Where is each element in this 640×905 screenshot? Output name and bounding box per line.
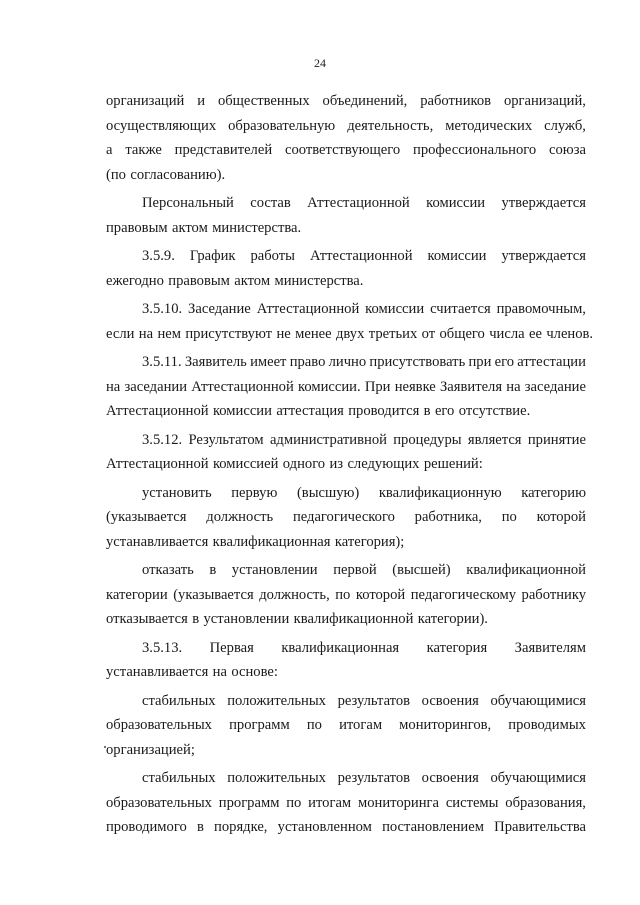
- word: первой: [333, 562, 377, 578]
- text-line: [106, 713, 586, 738]
- word: итогам: [339, 717, 383, 733]
- word: при: [468, 354, 492, 370]
- word: от: [421, 325, 436, 342]
- text-line: [106, 791, 586, 816]
- text-line: [106, 350, 586, 375]
- word: на: [506, 378, 521, 395]
- word: При: [364, 378, 391, 395]
- word: установить: [142, 484, 212, 501]
- word: менее: [295, 325, 332, 342]
- word: Заявитель: [184, 354, 247, 370]
- word: основе:: [231, 664, 278, 680]
- word: по: [286, 794, 302, 811]
- word: которой: [355, 586, 406, 603]
- word: педагогического: [292, 509, 395, 525]
- word: административной: [269, 431, 387, 448]
- word: освоения: [421, 692, 479, 709]
- word: заседание: [524, 378, 586, 395]
- word: работника,: [414, 509, 482, 525]
- word: установлении: [231, 562, 318, 578]
- word: первую: [231, 484, 278, 501]
- word: проводимых: [508, 717, 586, 733]
- word: актом: [234, 272, 271, 289]
- word: работников: [420, 93, 492, 109]
- word: аттестации: [517, 354, 586, 370]
- paragraph: [106, 689, 586, 763]
- word: программ: [229, 717, 290, 733]
- word: квалификационной: [466, 562, 586, 578]
- word: организацией;: [106, 741, 195, 758]
- word: категорию: [521, 484, 586, 501]
- word: нем: [157, 325, 181, 342]
- text-line: [106, 530, 586, 555]
- word: должность: [206, 509, 274, 525]
- page-number: 24: [314, 56, 326, 70]
- word: проводится: [348, 403, 420, 419]
- word: отказать: [142, 562, 194, 578]
- word: педагогическому: [410, 586, 516, 603]
- text-line: [106, 505, 586, 530]
- text-line: [106, 269, 586, 294]
- word: решений:: [423, 456, 483, 472]
- word: Аттестационной: [307, 195, 410, 211]
- word: на: [106, 378, 121, 395]
- text-line: [106, 583, 586, 608]
- word: стабильных: [142, 770, 216, 786]
- word: квалификационная: [281, 639, 400, 656]
- word: министерства.: [212, 219, 302, 236]
- word: присутствуют: [185, 325, 273, 342]
- word: заседании: [124, 378, 188, 395]
- word: состав: [250, 195, 291, 211]
- word: одного: [282, 456, 326, 472]
- word: (по: [106, 166, 126, 183]
- word: Первая: [209, 639, 254, 656]
- text-line: [106, 322, 594, 347]
- text-line: [106, 558, 586, 583]
- word: процедуры: [393, 431, 462, 448]
- word: представителей: [174, 142, 273, 158]
- word: Аттестационной: [256, 301, 360, 317]
- word: профессионального: [413, 142, 537, 158]
- word: образовательных: [106, 794, 212, 811]
- word: Результатом: [188, 431, 264, 448]
- word: итогам: [308, 794, 352, 811]
- word: должность,: [259, 586, 330, 603]
- word: членов.: [546, 325, 594, 342]
- word: третьих: [368, 325, 418, 342]
- text-line: [106, 399, 586, 424]
- text-line: [106, 689, 586, 714]
- word: График: [189, 248, 236, 264]
- paragraph: [106, 766, 586, 840]
- paragraph: [106, 191, 586, 240]
- word: образовательных: [106, 717, 212, 733]
- text-line: [106, 660, 586, 685]
- document-body: [106, 89, 594, 840]
- word: положительных: [227, 770, 326, 786]
- text-line: [106, 636, 586, 661]
- word: мониторингов,: [399, 717, 492, 733]
- word: и: [197, 93, 206, 109]
- text-line: [106, 815, 586, 840]
- word: Персональный: [142, 195, 234, 211]
- word: (указывается: [173, 586, 254, 603]
- word: работнику: [521, 586, 586, 603]
- text-line: [106, 428, 586, 453]
- word: ежегодно: [106, 272, 164, 289]
- word: неявке: [394, 378, 436, 395]
- word: 3.5.10.: [142, 301, 183, 317]
- word: также: [125, 142, 162, 158]
- word: методических: [445, 117, 533, 134]
- word: категория: [426, 639, 488, 656]
- word: устанавливается: [106, 664, 209, 680]
- word: установлении: [203, 611, 290, 627]
- word: комиссии: [427, 248, 487, 264]
- word: служб,: [544, 117, 586, 134]
- word: Заявителя: [440, 378, 503, 395]
- word: аттестация: [276, 403, 344, 419]
- word: на: [212, 664, 227, 680]
- paragraph: [106, 558, 586, 632]
- word: комиссии: [426, 195, 486, 211]
- word: ее: [528, 325, 542, 342]
- word: Аттестационной: [191, 378, 294, 395]
- word: присутствовать: [369, 354, 466, 370]
- word: в: [192, 611, 200, 627]
- paragraph: [106, 481, 586, 555]
- word: 3.5.12.: [142, 431, 183, 448]
- word: правомочным,: [496, 301, 586, 317]
- word: осуществляющих: [106, 117, 217, 134]
- word: общего: [439, 325, 485, 342]
- word: правовым: [106, 219, 168, 236]
- word: деятельность,: [347, 117, 434, 134]
- word: а: [106, 142, 113, 158]
- word: комиссии: [212, 403, 272, 419]
- word: правовым: [168, 272, 230, 289]
- text-line: [106, 138, 586, 163]
- word: (высшую): [296, 484, 360, 501]
- word: актом: [171, 219, 208, 236]
- word: утверждается: [501, 248, 586, 264]
- word: не: [276, 325, 291, 342]
- text-line: [106, 607, 586, 632]
- paragraph: [106, 350, 586, 424]
- word: проводимого: [106, 819, 187, 835]
- word: мониторинга: [357, 794, 439, 811]
- word: Заявителям: [514, 639, 586, 656]
- word: категории: [106, 586, 168, 603]
- word: Правительства: [494, 819, 586, 835]
- word: в: [423, 403, 431, 419]
- text-line: [106, 452, 586, 477]
- word: организаций,: [503, 93, 586, 109]
- word: результатов: [337, 770, 411, 786]
- word: стабильных: [142, 692, 216, 709]
- word: следующих: [347, 456, 420, 472]
- paragraph: [106, 297, 594, 346]
- word: положительных: [227, 692, 326, 709]
- text-line: [106, 738, 586, 763]
- text-line: [106, 766, 586, 791]
- word: министерства.: [274, 272, 364, 289]
- word: по: [335, 586, 351, 603]
- word: образовательную: [228, 117, 336, 134]
- word: 3.5.9.: [142, 248, 175, 264]
- word: является: [467, 431, 522, 448]
- word: квалификационной: [293, 611, 414, 627]
- word: принятие: [527, 431, 586, 448]
- word: по: [501, 509, 517, 525]
- word: в: [196, 819, 204, 835]
- text-line: [106, 297, 586, 322]
- word: на: [138, 325, 154, 342]
- word: Аттестационной: [106, 403, 209, 419]
- text-line: [106, 216, 586, 241]
- text-line: [106, 163, 586, 188]
- word: обучающимися: [490, 770, 586, 786]
- text-line: [106, 375, 586, 400]
- scan-speck: [104, 746, 106, 748]
- word: его: [434, 403, 455, 419]
- text-line: [106, 244, 586, 269]
- word: отсутствие.: [458, 403, 531, 419]
- word: считается: [430, 301, 491, 317]
- word: категории).: [417, 611, 488, 627]
- word: союза: [549, 142, 586, 158]
- word: его: [494, 354, 515, 370]
- word: установленном: [277, 819, 372, 835]
- word: комиссии.: [297, 378, 361, 395]
- word: в: [209, 562, 217, 578]
- word: 3.5.13.: [142, 639, 183, 656]
- word: порядке,: [214, 819, 268, 835]
- word: имеет: [250, 354, 287, 370]
- word: (указывается: [106, 509, 187, 525]
- word: работы: [250, 248, 295, 264]
- text-line: [106, 191, 586, 216]
- word: право: [289, 354, 326, 370]
- word: Аттестационной: [106, 456, 209, 472]
- word: Заседание: [188, 301, 251, 317]
- word: (высшей): [392, 562, 451, 578]
- word: системы: [445, 794, 499, 811]
- word: устанавливается: [106, 533, 209, 550]
- word: организаций: [106, 93, 185, 109]
- text-line: [106, 114, 586, 139]
- word: комиссией: [212, 456, 279, 472]
- word: программ: [218, 794, 280, 811]
- word: обучающимися: [490, 692, 586, 709]
- word: отказывается: [106, 611, 188, 627]
- word: если: [106, 325, 135, 342]
- word: освоения: [421, 770, 479, 786]
- paragraph: [106, 89, 586, 187]
- text-line: [106, 89, 586, 114]
- word: согласованию).: [130, 166, 226, 183]
- word: комиссии: [365, 301, 425, 317]
- word: постановлением: [382, 819, 484, 835]
- word: из: [329, 456, 344, 472]
- word: лично: [328, 354, 367, 370]
- word: 3.5.11.: [142, 354, 182, 370]
- word: квалификационную: [378, 484, 502, 501]
- word: результатов: [337, 692, 411, 709]
- word: категория);: [334, 533, 405, 550]
- word: Аттестационной: [309, 248, 413, 264]
- word: общественных: [217, 93, 310, 109]
- word: образования,: [505, 794, 586, 811]
- word: двух: [335, 325, 365, 342]
- word: которой: [536, 509, 586, 525]
- word: по: [306, 717, 322, 733]
- word: объединений,: [322, 93, 408, 109]
- word: соответствующего: [284, 142, 401, 158]
- word: утверждается: [501, 195, 586, 211]
- paragraph: [106, 636, 586, 685]
- text-line: [106, 481, 586, 506]
- paragraph: [106, 428, 586, 477]
- word: квалификационная: [212, 533, 331, 550]
- word: числа: [489, 325, 525, 342]
- paragraph: [106, 244, 586, 293]
